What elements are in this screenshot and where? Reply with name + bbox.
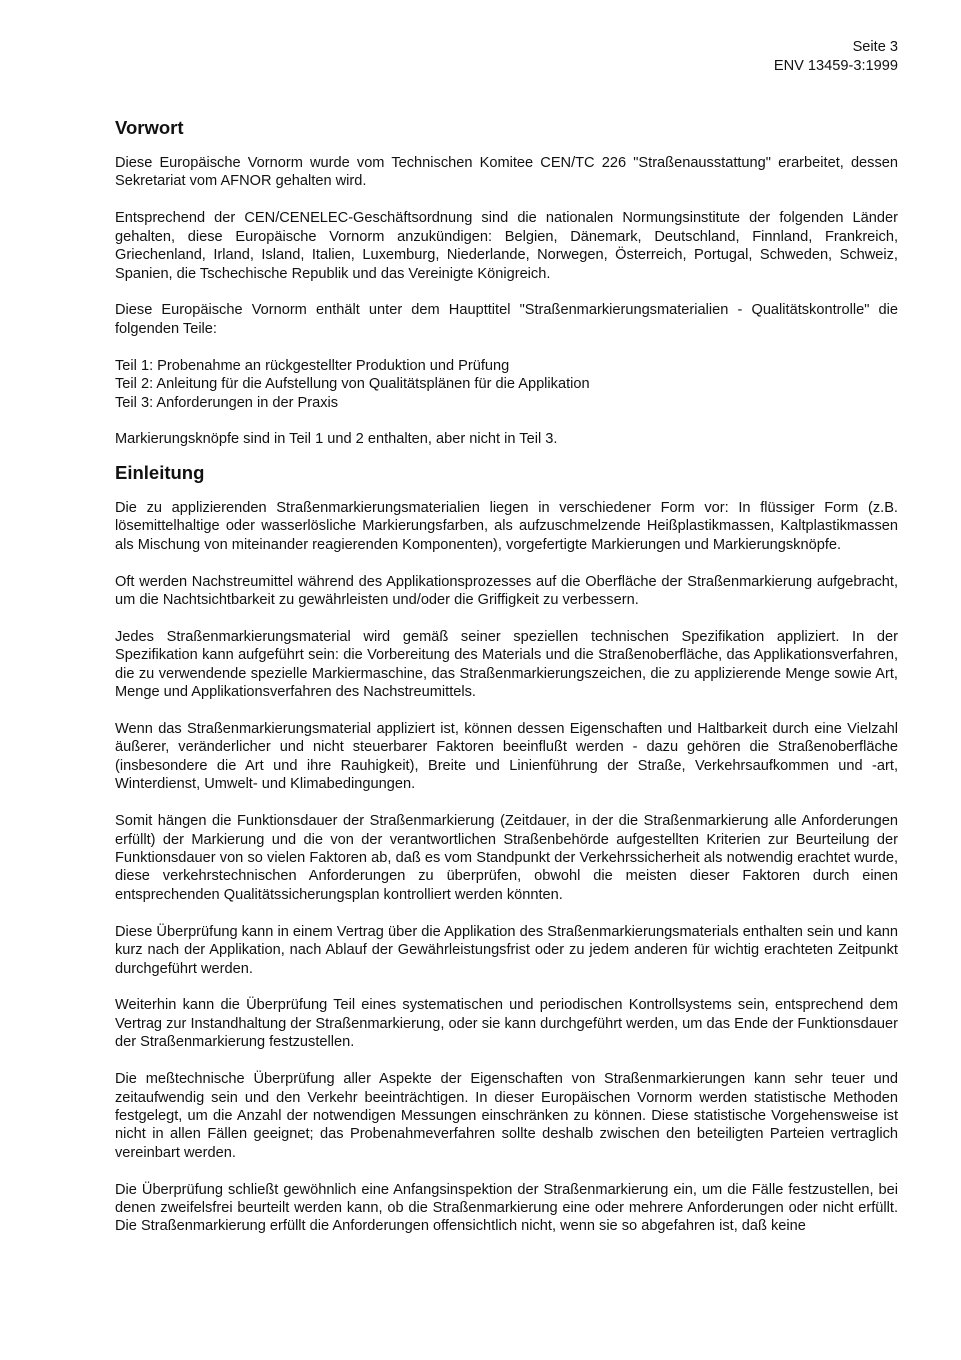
page-number: Seite 3 [852,39,898,55]
einleitung-paragraph: Wenn das Straßenmarkierungsmaterial appliziert ist, können dessen Eigenschaften und Haltbarkeit durch eine Vielzahl äußerer, veränderlicher und nicht steuerbarer Faktoren beeinflußt werden - dazu gehören die Straßenoberfläche (insbesondere die Art und ihre Rauhigkeit), Breite und Linienführung der Straße, Verkehrsaufkommen und -art, Winterdienst, Umwelt- und Klimabedingungen. [115,721,898,793]
einleitung-paragraph: Die Überprüfung schließt gewöhnlich eine Anfangsinspektion der Straßenmarkierung ein, um die Fälle festzustellen, bei denen zweifelsfrei beurteilt werden kann, ob die Straßenmarkierung eine oder mehrere Anforderungen oder nicht erfüllt. Die Straßenmarkierung erfüllt die Anforderungen offensichtlich nicht, wenn sie so abgefahren ist, daß keine [115,1181,898,1235]
einleitung-paragraph: Oft werden Nachstreumittel während des Applikationsprozesses auf die Oberfläche der Straßenmarkierung aufgebracht, um die Nachtsichtbarkeit zu gewährleisten und/oder die Griffigkeit zu verbessern. [115,573,898,608]
parts-list [115,357,898,412]
vorwort-paragraph: Entsprechend der CEN/CENELEC-Geschäftsordnung sind die nationalen Normungsinstitute der folgenden Länder gehalten, diese Europäische Vornorm anzukündigen: Belgien, Dänemark, Deutschland, Finnland, Frankreich, Griechenland, Irland, Island, Italien, Luxemburg, Niederlande, Norwegen, Österreich, Portugal, Schweden, Schweiz, Spanien, die Tschechische Republik und das Vereinigte Königreich. [115,210,898,282]
parts-list-item: Teil 3: Anforderungen in der Praxis [115,394,339,411]
document-id: ENV 13459-3:1999 [773,58,898,74]
einleitung-paragraph: Diese Überprüfung kann in einem Vertrag über die Applikation des Straßenmarkierungsmaterials enthalten sein und kann kurz nach der Applikation, nach Ablauf der Gewährleistungsfrist oder zu jedem anderen für wichtig erachteten Zeitpunkt durchgeführt werden. [115,923,898,977]
vorwort-paragraph: Diese Europäische Vornorm enthält unter dem Haupttitel "Straßenmarkierungsmaterialien - Qualitätskontrolle" die folgenden Teile: [115,302,898,337]
einleitung-paragraph: Somit hängen die Funktionsdauer der Straßenmarkierung (Zeitdauer, in der die Straßenmarkierung alle Anforderungen erfüllt) der Markierung und die von der verantwortlichen Straßenbehörde aufgestellten Kriterien zur Beurteilung der Funktionsdauer von so vielen Faktoren ab, daß es vom Standpunkt der Verkehrssicherheit als notwendig erachtet wurde, diese verkehrstechnischen Anforderungen zu überprüfen, obwohl die meisten dieser Faktoren durch einen entsprechenden Qualitätssicherungsplan kontrolliert werden könnten. [115,813,898,903]
vorwort-closing: Markierungsknöpfe sind in Teil 1 und 2 enthalten, aber nicht in Teil 3. [115,431,558,448]
page-header [774,38,898,76]
parts-list-item: Teil 2: Anleitung für die Aufstellung von Qualitätsplänen für die Applikation [115,376,590,393]
einleitung-paragraph: Die meßtechnische Überprüfung aller Aspekte der Eigenschaften von Straßenmarkierungen kann sehr teuer und zeitaufwendig sein und den Verkehr beeinträchtigen. In dieser Europäischen Vornorm werden statistische Methoden festgelegt, um die Anzahl der notwendigen Messungen einschränken zu können. Diese statistische Vorgehensweise ist nicht in allen Fällen geeignet; das Probenahmeverfahren sollte deshalb zwischen den beteiligten Parteien vertraglich vereinbart werden. [115,1071,898,1161]
einleitung-paragraph: Die zu applizierenden Straßenmarkierungsmaterialien liegen in verschiedener Form vor: In flüssiger Form (z.B. lösemittelhaltige oder wasserlösliche Markierungsfarben, als aufzuschmelzende Heißplastikmassen, Kaltplastikmassen als Mischung von miteinander reagierenden Komponenten), vorgefertigte Markierungen und Markierungsknöpfe. [115,499,898,553]
section-heading-vorwort: Vorwort [115,117,184,138]
einleitung-paragraph: Weiterhin kann die Überprüfung Teil eines systematischen und periodischen Kontrollsystems sein, entsprechend dem Vertrag zur Instandhaltung der Straßenmarkierung, oder sie kann durchgeführt werden, um das Ende der Funktionsdauer der Straßenmarkierung festzustellen. [115,997,898,1051]
document-body [115,116,898,1236]
parts-list-item: Teil 1: Probenahme an rückgestellter Produktion und Prüfung [115,357,510,374]
vorwort-paragraph: Diese Europäische Vornorm wurde vom Technischen Komitee CEN/TC 226 "Straßenausstattung" erarbeitet, dessen Sekretariat vom AFNOR gehalten wird. [115,155,898,190]
section-heading-einleitung: Einleitung [115,461,205,483]
einleitung-paragraph: Jedes Straßenmarkierungsmaterial wird gemäß seiner speziellen technischen Spezifikation appliziert. In der Spezifikation kann aufgeführt sein: die Vorbereitung des Materials und die Straßenoberfläche, das Applikationsverfahren, die zu verwendende spezielle Markiermaschine, das Straßenmarkierungszeichen, die zu applizierende Menge sowie Art, Menge und Applikationsverfahren des Nachstreumittels. [115,628,898,701]
